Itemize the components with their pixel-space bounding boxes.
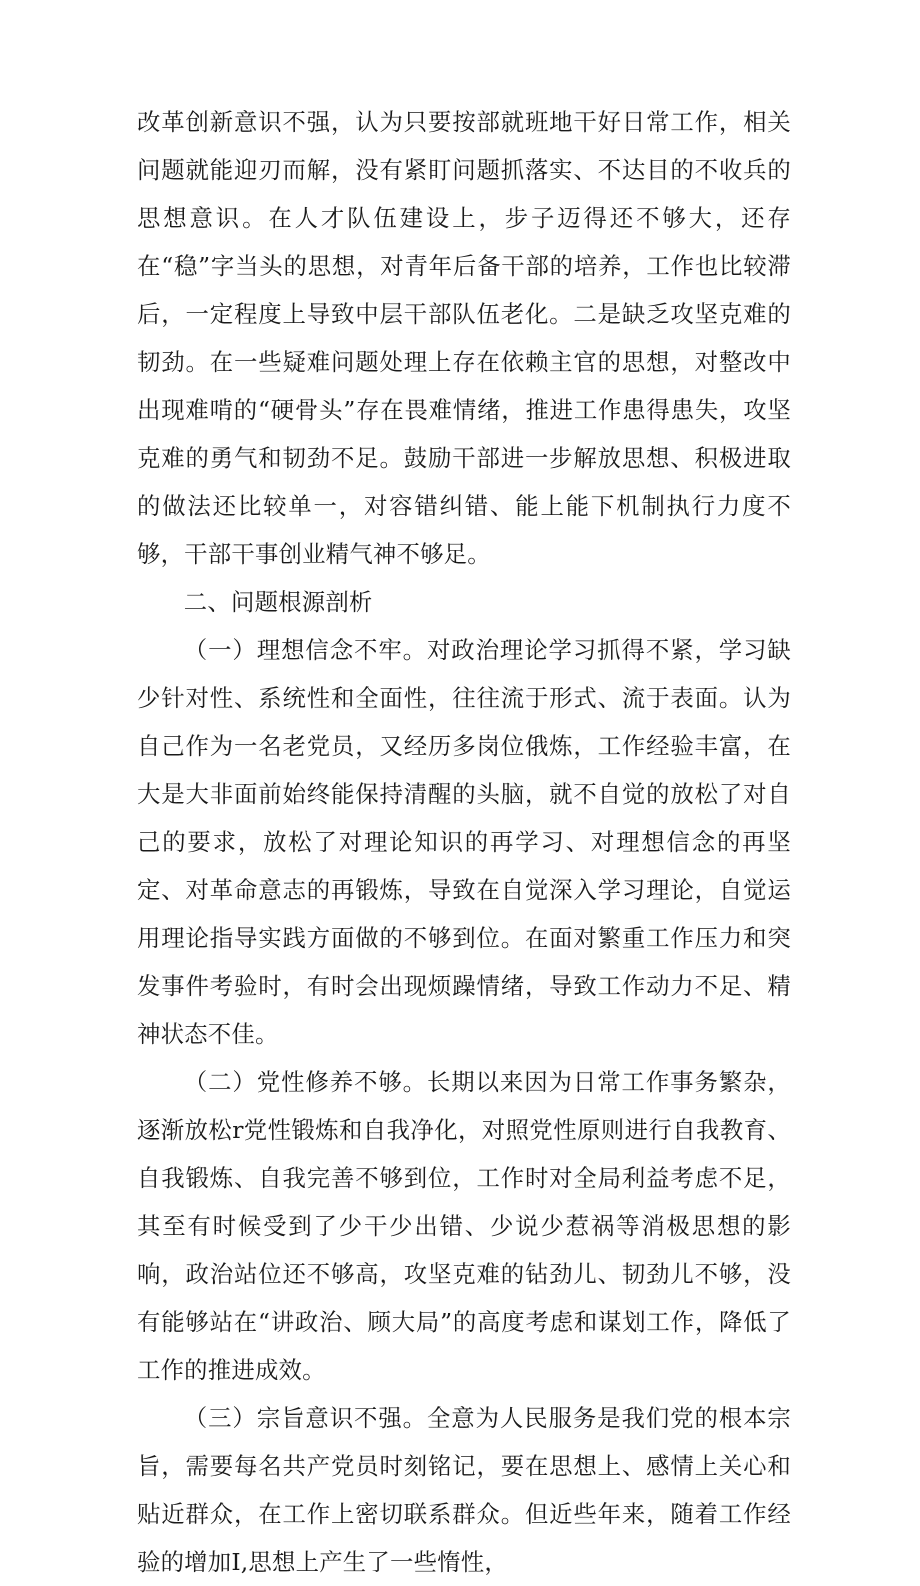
document-body [137,98,791,1586]
section-heading: 二、问题根源剖析 [183,588,373,616]
paragraph-continuation: 改革创新意识不强，认为只要按部就班地干好日常工作，相关问题就能迎刃而解，没有紧盯问题抓落实、不达目的不收兵的思想意识。在人才队伍建设上，步子迈得还不够大，还存在“稳”字当头的思想，对青年后备干部的培养，工作也比较滞后，一定程度上导致中层干部队伍老化。二是缺乏攻坚克难的韧劲。在一些疑难问题处理上存在依赖主官的思想，对整改中出现难啃的“硬骨头”存在畏难情绪，推进工作患得患失，攻坚克难的勇气和韧劲不足。鼓励干部进一步解放思想、积极进取的做法还比较单一，对容错纠错、能上能下机制执行力度不够，干部干事创业精气神不够足。 [137,108,791,568]
paragraph-ideals: （一）理想信念不牢。对政治理论学习抓得不紧，学习缺少针对性、系统性和全面性，往往流于形式、流于表面。认为自己作为一名老党员，又经历多岗位俄炼，工作经验丰富，在大是大非面前始终能保持清醒的头脑，就不自觉的放松了对自己的要求，放松了对理论知识的再学习、对理想信念的再坚定、对革命意志的再锻炼，导致在自觉深入学习理论，自觉运用理论指导实践方面做的不够到位。在面对繁重工作压力和突发事件考验时，有时会出现烦躁情绪，导致工作动力不足、精神状态不佳。 [137,636,791,1048]
paragraph-party-spirit: （二）党性修养不够。长期以来因为日常工作事务繁杂，逐渐放松r党性锻炼和自我净化，对照党性原则进行自我教育、自我锻炼、自我完善不够到位，工作时对全局利益考虑不足，其至有时候受到了少干少出错、少说少惹祸等消极思想的影响，政治站位还不够高，攻坚克难的钻劲儿、韧劲儿不够，没有能够站在“讲政治、顾大局”的高度考虑和谋划工作，降低了工作的推进成效。 [137,1068,791,1384]
paragraph-purpose: （三）宗旨意识不强。全意为人民服务是我们党的根本宗旨，需要每名共产党员时刻铭记，要在思想上、感情上关心和贴近群众，在工作上密切联系群众。但近些年来，随着工作经验的增加I,思想上产生了一些惰性， [137,1404,791,1576]
